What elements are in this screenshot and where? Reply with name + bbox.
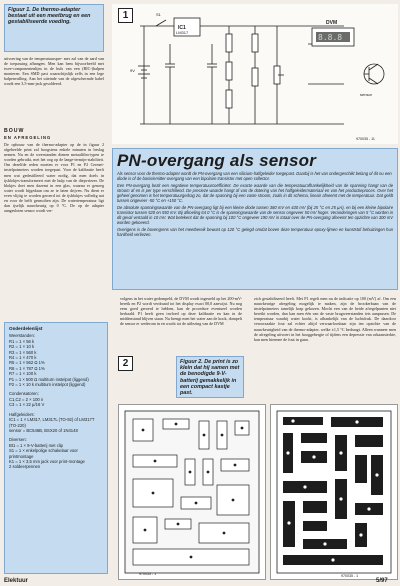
column-1-intro-text: uitvoering van de temperatuurspre- mer zal van de aard van de toepassing afhangen. Men kan hem bijvoorbeeld met twee-componentenlijm in de huls van een (BIC-)balpen monteren. Een SMD past waarschijnlijk zelfs in een lege balpenvulling. Aan het uiteinde van de afgeschermde kabel wordt een 3,5-mm-jack gesoldeerd. bbox=[4, 56, 104, 87]
condensatoren-label: Condensatoren: bbox=[9, 391, 39, 397]
figure-1-schematic bbox=[112, 4, 398, 144]
parts-resistor: R3 = 1 × 560 k bbox=[9, 349, 37, 355]
column-3-text: zich gestabiliseerd heeft. Met P1 regelt men nu de indicatie op 100 (mV) af. Om een nauwkeurige afregeling mogelijk te maken, zijn de brookerbaan van de instelpotmeters tamelijk krap gekozen. Mocht een van de beide afregelpunten niet bereikt worden, dan kan men één van de vaste brugweerstanden iets aanpassen. De temperatuur waarbij water kookt, is afhankelijk van de luchtdruk. De daardoor veroorzaakte fout zal echter altijd verwaarloosbaar zijn ten opzichte van de nauwkeurigheid van de thermo-adapter, welke ±1,5 °C bedraagt. Alleen wanneer men de afregeling uitvoert in het hooggebergte of tijdens een depressie van orkaansterkte, kan men hiermee de fout in gaan. bbox=[254, 296, 396, 342]
figure-1-number: 1 bbox=[118, 8, 133, 23]
schematic-drawing bbox=[112, 4, 398, 144]
schematic-code: 970035 - 11 bbox=[356, 137, 375, 141]
pcb-copper-code-label: 970035 - 1 bbox=[341, 574, 359, 578]
switch-label: S1 bbox=[156, 12, 161, 17]
parts-resistor: R7 = 1 × 100 k bbox=[9, 371, 37, 377]
ic1-label: IC1 bbox=[178, 25, 186, 31]
pcb-component-layout bbox=[118, 404, 266, 580]
parts-misc: Bt1 = 1 × 9-V-batterij met clip bbox=[9, 442, 63, 448]
battery-label: 9V bbox=[130, 68, 135, 73]
parts-resistor: R6 = 1 × 787 Ω 1% bbox=[9, 365, 45, 371]
dvm-label: DVM bbox=[326, 20, 338, 26]
parts-resistor: P1 = 1 × 500 Ω multiturn instelpot (liggend) bbox=[9, 376, 89, 382]
parts-resistor: R1 = 1 × 56 k bbox=[9, 338, 35, 344]
parts-semiconductor: sensor = BC546B, BSX20 of 1N4148 bbox=[9, 427, 78, 433]
figure-2-number: 2 bbox=[118, 356, 133, 371]
parts-misc: S1 = 1 × enkelpolige schakelaar voor printmontage bbox=[9, 448, 78, 459]
halfgeleiders-label: Halfgeleiders: bbox=[9, 411, 35, 417]
sidebar-paragraph-3: Overigens is de bovengrens van het meetbereik bewust op 120 °C gelegd omdat boven deze temperatuur epoxy-lijmen en kunststof behuizingen hun hardheid verliezen. bbox=[117, 227, 393, 237]
figure-1-caption: Figuur 1. De thermo-adapter bestaat uit een meetbrug en een gestabiliseerde voeding. bbox=[4, 4, 104, 52]
parts-resistor: R2 = 1 × 10 k bbox=[9, 344, 35, 350]
column-2-text: volgens in het water gedompeld, de DVM wordt ingesteld op het 200-mV-bereik en P2 wordt verdraaid tot het display exact 00,0 aanwijst. Nu nog eens goed geroerd te hebben, kan de procedure eventueel worden herhaald. P1 heeft geen invloed op deze kalibratie en kan in de middenstand blijven staan. Nu brengt men het water aan de kook, dompelt de sensor er wederom in en wacht tot de uitlezing van de DVM bbox=[120, 296, 242, 327]
parts-misc: K1 = 1 × 3,5 mm jack voor print-montage bbox=[9, 458, 85, 464]
parts-list-title: Onderdelenlijst bbox=[9, 326, 43, 331]
parts-resistor: R5 = 1 × 562 Ω 1% bbox=[9, 360, 45, 366]
parts-semiconductor: IC1 = 1 × LM317, LM317L (TO-92) of LM317T (TO-220) bbox=[9, 417, 95, 428]
diversen-label: Diversen: bbox=[9, 437, 27, 443]
column-1-bouw-text: De opbouw van de thermo-adapter op de in figuur 2 afgebeelde print zal hoogstens enkele minuten in beslag nemen. Nu en de weerstanden dienen metaalfilm-typen te worden gebruikt, met het oog op de lange-termijn-stabiliteit. Om dezelfde reden moeten er voor P1 en P2 Cermet-instelpotmeters worden toegepast. Voor de kalibratie heeft men wat gedestilleerd water nodig, dat men doels in ijsblokjes-transformeert met de hulp van de diepvriezer. De blokjes doet men dazemt in een glas, waarna er genoeg water wordt bijgedaan om ze te laten drijven. Nu dient er even vlijtig te worden geroerd tot de ijsblokjes volledig nat en voor de helft gesmolten zijn. De watertemperatuur ligt dan ijselijk nauwkeurig op 0 °C. De op de adapter aangesloten sensor wordt ver- bbox=[4, 142, 104, 214]
footer-left: Elektuur bbox=[4, 578, 29, 584]
ic1-type-label: LM317 bbox=[176, 30, 189, 35]
parts-list-box bbox=[4, 322, 108, 574]
sidebar-paragraph-1: Een PN-overgang bezit een negatieve temperatuurcoëfficiënt. De exacte waarde van die temperatuurafhankelijkheid van de spanning hangt van de stroom af en is per type verschillend. De precieze waarde hangt af van de dotering van het halfgeleidermateriaal en van het productieproces. Over het geheel genomen is het temperatuurgedrag zo, dat de spanning bij een vaste stroom, zoals in dit schema, lineair afneemt met de temperatuur. Dat geldt tussen ongeveer -50 °C en +150 °C. bbox=[117, 183, 393, 203]
parts-resistor: R4 = 1 × 470 k bbox=[9, 355, 37, 361]
sidebar-paragraph-2: De absolute spanningswaarde van de PN-overgang ligt bij een kleine diode tussen 380 mV en 430 mV (bij 25 °C en 25 µA), en bij een kleine bipolaire transistor tussen 520 en 550 mV. Bij afkoeling tot 0 °C is de spanningswaarde van de sensor ongeveer 50 mV hoger. Veranderingen van 5 °C worden in dit geval vertaald in 10 mV. Wat betekent dat de spanning bij 100 °C ongeveer 190 mV in totaal over de PN-overgang afneemt ten opzichte van 300 mV worden gekoeerd. bbox=[117, 205, 393, 225]
sidebar-title: PN-overgang als sensor bbox=[117, 151, 317, 170]
svg-text:8.8.8: 8.8.8 bbox=[318, 33, 343, 42]
sensor-label: sensor bbox=[360, 92, 373, 97]
section-heading-bouw: BOUW bbox=[4, 128, 25, 134]
sidebar-pn-overgang bbox=[112, 148, 398, 290]
sidebar-lead: Als sensor voor de thermo-adapter wordt de PN-overgang van een silicium-halfgeleider toegepast. Daarbij is het van ondergeschikt belang of dit nu een diode is of de basis/emitter-overgang van een bipolaire transistor met open collector. bbox=[117, 171, 392, 181]
figure-2-caption: Figuur 2. De print is zo klein dat hij samen met de benodigde 9-V-batterij gemakkelijk in een compact kastje past. bbox=[176, 356, 244, 398]
section-heading-afregeling: EN AFREGELING bbox=[4, 135, 52, 140]
footer-right: 5/97 bbox=[376, 578, 388, 584]
pcb-code-label: 970035 - 1 bbox=[139, 572, 157, 576]
pcb-copper-layout bbox=[270, 404, 398, 580]
weerstanden-label: Weerstanden: bbox=[9, 333, 35, 339]
parts-resistor: P2 = 1 × 10 k multiturn instelpot (liggend) bbox=[9, 382, 86, 388]
parts-capacitor: C3 = 1 × 22 µ/16 V bbox=[9, 402, 45, 408]
parts-capacitor: C1,C2 = 2 × 100 n bbox=[9, 396, 44, 402]
parts-misc: 2 soldeerpennen bbox=[9, 464, 41, 470]
